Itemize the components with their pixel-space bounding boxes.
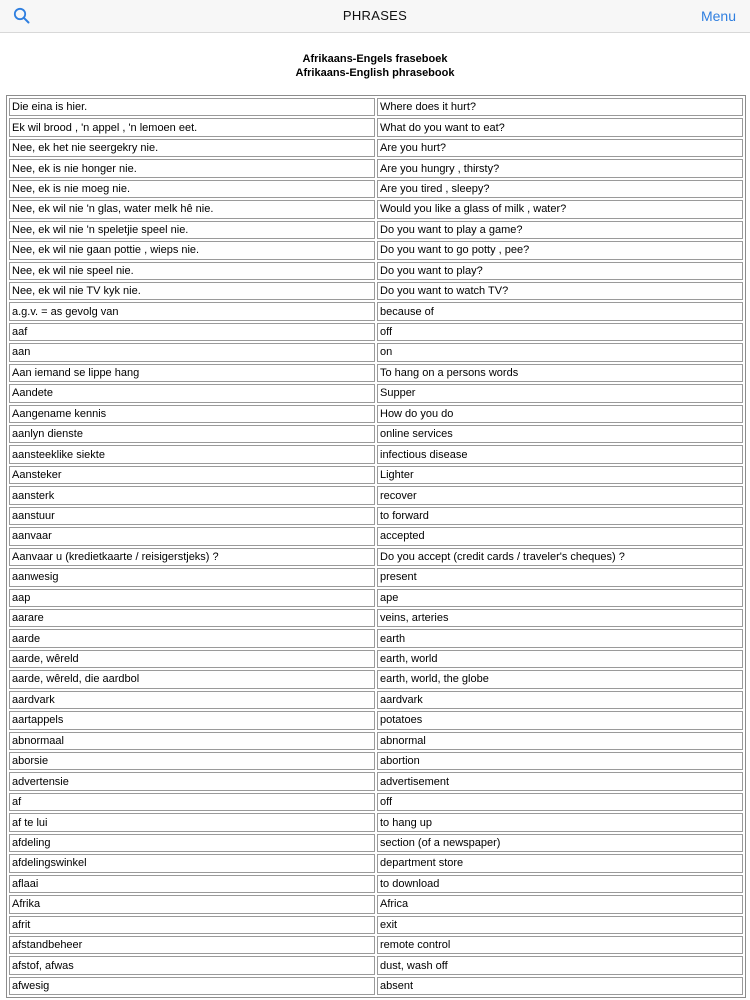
english-cell: earth [377, 629, 743, 647]
table-row[interactable] [9, 609, 743, 627]
english-cell: remote control [377, 936, 743, 954]
table-row[interactable] [9, 936, 743, 954]
search-icon-graphic [12, 6, 32, 26]
table-row[interactable] [9, 159, 743, 177]
table-row[interactable] [9, 241, 743, 259]
table-row[interactable] [9, 200, 743, 218]
table-row[interactable] [9, 875, 743, 893]
afrikaans-cell: afstandbeheer [9, 936, 375, 954]
table-row[interactable] [9, 405, 743, 423]
heading-english: Afrikaans-English phrasebook [295, 67, 455, 79]
english-cell: ape [377, 589, 743, 607]
afrikaans-cell: Aangename kennis [9, 405, 375, 423]
search-icon[interactable] [12, 6, 32, 26]
english-cell: online services [377, 425, 743, 443]
afrikaans-cell: Aansteker [9, 466, 375, 484]
afrikaans-cell: afrit [9, 916, 375, 934]
english-cell: Do you accept (credit cards / traveler's cheques) ? [377, 548, 743, 566]
english-cell: because of [377, 302, 743, 320]
table-row[interactable] [9, 732, 743, 750]
afrikaans-cell: af [9, 793, 375, 811]
english-cell: Do you want to watch TV? [377, 282, 743, 300]
table-row[interactable] [9, 670, 743, 688]
afrikaans-cell: aansteeklike siekte [9, 445, 375, 463]
table-row[interactable] [9, 180, 743, 198]
table-row[interactable] [9, 956, 743, 974]
table-row[interactable] [9, 262, 743, 280]
english-cell: dust, wash off [377, 956, 743, 974]
afrikaans-cell: Die eina is hier. [9, 98, 375, 116]
afrikaans-cell: aansterk [9, 486, 375, 504]
table-row[interactable] [9, 343, 743, 361]
english-cell: to forward [377, 507, 743, 525]
english-cell: section (of a newspaper) [377, 834, 743, 852]
table-row[interactable] [9, 384, 743, 402]
afrikaans-cell: aap [9, 589, 375, 607]
table-row[interactable] [9, 221, 743, 239]
afrikaans-cell: advertensie [9, 772, 375, 790]
table-row[interactable] [9, 916, 743, 934]
table-row[interactable] [9, 139, 743, 157]
afrikaans-cell: Aan iemand se lippe hang [9, 364, 375, 382]
table-row[interactable] [9, 691, 743, 709]
english-cell: off [377, 793, 743, 811]
afrikaans-cell: Afrika [9, 895, 375, 913]
afrikaans-cell: Nee, ek wil nie 'n speletjie speel nie. [9, 221, 375, 239]
afrikaans-cell: Ek wil brood , 'n appel , 'n lemoen eet. [9, 118, 375, 136]
menu-button[interactable]: Menu [700, 8, 736, 24]
afrikaans-cell: Nee, ek het nie seergekry nie. [9, 139, 375, 157]
table-row[interactable] [9, 793, 743, 811]
english-cell: potatoes [377, 711, 743, 729]
table-row[interactable] [9, 98, 743, 116]
afrikaans-cell: aanlyn dienste [9, 425, 375, 443]
phrase-table [6, 95, 746, 998]
afrikaans-cell: aborsie [9, 752, 375, 770]
table-row[interactable] [9, 302, 743, 320]
afrikaans-cell: a.g.v. = as gevolg van [9, 302, 375, 320]
english-cell: Do you want to go potty , pee? [377, 241, 743, 259]
table-row[interactable] [9, 118, 743, 136]
english-cell: Where does it hurt? [377, 98, 743, 116]
english-cell: recover [377, 486, 743, 504]
english-cell: accepted [377, 527, 743, 545]
afrikaans-cell: aartappels [9, 711, 375, 729]
afrikaans-cell: Nee, ek is nie moeg nie. [9, 180, 375, 198]
english-cell: department store [377, 854, 743, 872]
afrikaans-cell: Nee, ek wil nie gaan pottie , wieps nie. [9, 241, 375, 259]
phrase-table-container[interactable] [6, 95, 746, 1000]
afrikaans-cell: abnormaal [9, 732, 375, 750]
afrikaans-cell: af te lui [9, 813, 375, 831]
afrikaans-cell: aflaai [9, 875, 375, 893]
english-cell: earth, world, the globe [377, 670, 743, 688]
english-cell: How do you do [377, 405, 743, 423]
english-cell: Are you hurt? [377, 139, 743, 157]
table-row[interactable] [9, 629, 743, 647]
table-row[interactable] [9, 568, 743, 586]
afrikaans-cell: Nee, ek wil nie 'n glas, water melk hê nie. [9, 200, 375, 218]
phrasebook-heading [0, 52, 750, 80]
table-row[interactable] [9, 425, 743, 443]
table-row[interactable] [9, 650, 743, 668]
english-cell: abnormal [377, 732, 743, 750]
table-row[interactable] [9, 364, 743, 382]
afrikaans-cell: afdelingswinkel [9, 854, 375, 872]
afrikaans-cell: aarare [9, 609, 375, 627]
english-cell: Would you like a glass of milk , water? [377, 200, 743, 218]
afrikaans-cell: afstof, afwas [9, 956, 375, 974]
english-cell: exit [377, 916, 743, 934]
table-row[interactable] [9, 445, 743, 463]
english-cell: absent [377, 977, 743, 995]
heading-afrikaans: Afrikaans-Engels fraseboek [302, 53, 448, 65]
english-cell: to download [377, 875, 743, 893]
afrikaans-cell: Aanvaar u (kredietkaarte / reisigerstjeks) ? [9, 548, 375, 566]
afrikaans-cell: afdeling [9, 834, 375, 852]
english-cell: off [377, 323, 743, 341]
english-cell: Africa [377, 895, 743, 913]
afrikaans-cell: aanvaar [9, 527, 375, 545]
afrikaans-cell: aanstuur [9, 507, 375, 525]
english-cell: Are you tired , sleepy? [377, 180, 743, 198]
english-cell: Do you want to play? [377, 262, 743, 280]
afrikaans-cell: aarde [9, 629, 375, 647]
afrikaans-cell: aanwesig [9, 568, 375, 586]
table-row[interactable] [9, 854, 743, 872]
table-row[interactable] [9, 813, 743, 831]
table-row[interactable] [9, 323, 743, 341]
table-row[interactable] [9, 466, 743, 484]
english-cell: veins, arteries [377, 609, 743, 627]
afrikaans-cell: aardvark [9, 691, 375, 709]
table-row[interactable] [9, 895, 743, 913]
english-cell: infectious disease [377, 445, 743, 463]
english-cell: abortion [377, 752, 743, 770]
table-row[interactable] [9, 548, 743, 566]
english-cell: on [377, 343, 743, 361]
english-cell: What do you want to eat? [377, 118, 743, 136]
english-cell: advertisement [377, 772, 743, 790]
table-row[interactable] [9, 834, 743, 852]
afrikaans-cell: afwesig [9, 977, 375, 995]
afrikaans-cell: aarde, wêreld [9, 650, 375, 668]
table-row[interactable] [9, 507, 743, 525]
navigation-bar [0, 0, 750, 33]
english-cell: aardvark [377, 691, 743, 709]
english-cell: to hang up [377, 813, 743, 831]
table-row[interactable] [9, 772, 743, 790]
page-title: PHRASES [342, 8, 408, 23]
table-row[interactable] [9, 486, 743, 504]
afrikaans-cell: aan [9, 343, 375, 361]
english-cell: Lighter [377, 466, 743, 484]
afrikaans-cell: Nee, ek wil nie speel nie. [9, 262, 375, 280]
english-cell: earth, world [377, 650, 743, 668]
afrikaans-cell: Aandete [9, 384, 375, 402]
table-row[interactable] [9, 589, 743, 607]
table-row[interactable] [9, 977, 743, 995]
english-cell: Supper [377, 384, 743, 402]
table-row[interactable] [9, 282, 743, 300]
phrase-table-body [9, 98, 743, 995]
table-row[interactable] [9, 752, 743, 770]
english-cell: Do you want to play a game? [377, 221, 743, 239]
afrikaans-cell: aaf [9, 323, 375, 341]
table-row[interactable] [9, 711, 743, 729]
afrikaans-cell: Nee, ek wil nie TV kyk nie. [9, 282, 375, 300]
table-row[interactable] [9, 527, 743, 545]
english-cell: Are you hungry , thirsty? [377, 159, 743, 177]
english-cell: present [377, 568, 743, 586]
afrikaans-cell: aarde, wêreld, die aardbol [9, 670, 375, 688]
afrikaans-cell: Nee, ek is nie honger nie. [9, 159, 375, 177]
english-cell: To hang on a persons words [377, 364, 743, 382]
